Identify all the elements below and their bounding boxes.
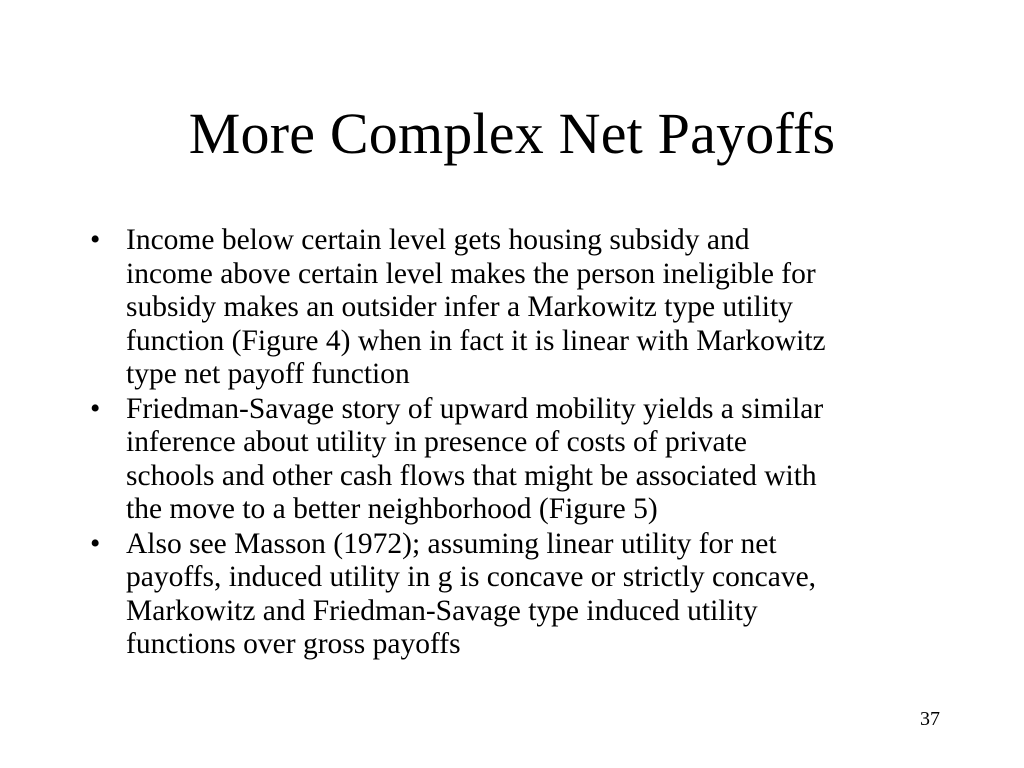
bullet-item-3 bbox=[90, 528, 950, 662]
slide-title: More Complex Net Payoffs bbox=[188, 101, 836, 166]
bullet-marker: • bbox=[90, 392, 101, 425]
bullet-text: Income below certain level gets housing subsidy and income above certain level makes the person ineligible for subsidy makes an outsider infer a Markowitz type utility function (Figure 4) when in fact it is linear with Markowitz type net payoff function bbox=[126, 224, 826, 390]
bullet-item-2 bbox=[90, 393, 950, 527]
bullet-text: Also see Masson (1972); assuming linear utility for net payoffs, induced utility in g is concave or strictly concave, Markowitz and Friedman-Savage type induced utility functions over gross payoffs bbox=[126, 527, 817, 660]
bullet-text: Friedman-Savage story of upward mobility yields a similar inference about utility in presence of costs of private schools and other cash flows that might be associated with the move to a better neighborhood (Figure 5) bbox=[126, 392, 824, 525]
bullet-list bbox=[90, 224, 950, 663]
page-number: 37 bbox=[920, 708, 940, 730]
bullet-marker: • bbox=[90, 527, 101, 560]
bullet-marker: • bbox=[90, 224, 101, 256]
bullet-item-1 bbox=[90, 224, 950, 392]
